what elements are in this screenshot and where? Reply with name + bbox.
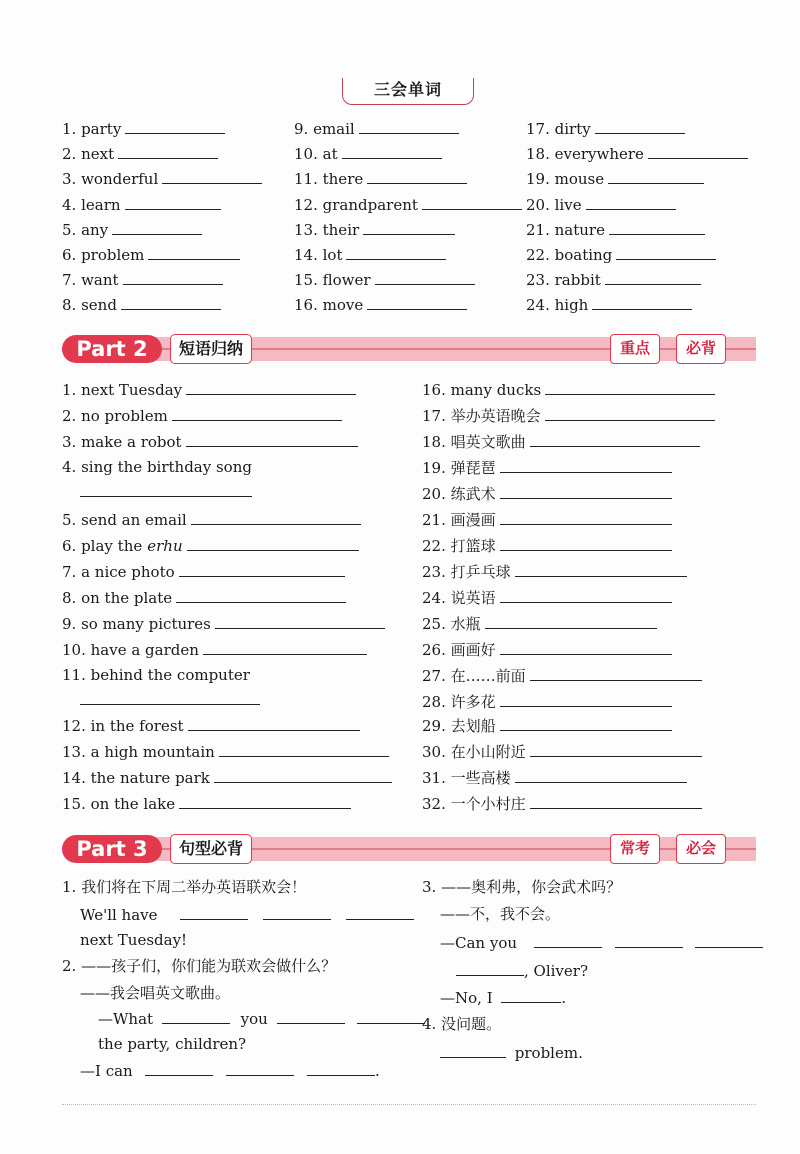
phrase-item	[422, 510, 672, 529]
phrase-item	[62, 536, 359, 555]
blank[interactable]	[545, 380, 715, 395]
vocab-word: 16. move	[294, 296, 364, 314]
phrase-item	[422, 458, 672, 477]
q3-canyou-line	[440, 933, 763, 952]
phrase-text: 17. 举办英语晚会	[422, 407, 541, 425]
blank[interactable]	[609, 220, 705, 235]
q3-can-you: —Can you	[440, 934, 518, 952]
vocab-item	[62, 245, 240, 264]
blank[interactable]	[277, 1009, 345, 1024]
phrase-text: 3. make a robot	[62, 433, 182, 451]
blank[interactable]	[80, 690, 260, 705]
phrase-text: 2. no problem	[62, 407, 168, 425]
phrase-item	[62, 458, 252, 476]
phrase-text: 4. sing the birthday song	[62, 458, 252, 476]
phrase-italic: erhu	[147, 537, 183, 555]
vocab-item	[526, 270, 701, 289]
phrase-text: 29. 去划船	[422, 717, 496, 735]
blank[interactable]	[176, 588, 346, 603]
blank[interactable]	[346, 905, 414, 920]
phrase-text: 8. on the plate	[62, 589, 173, 607]
blank[interactable]	[648, 144, 748, 159]
q2-line2: the party, children?	[98, 1035, 247, 1053]
part2-label: Part 2	[62, 335, 162, 363]
q2-ican: —I can	[80, 1062, 133, 1080]
vocab-word: 1. party	[62, 120, 122, 138]
blank[interactable]	[530, 742, 702, 757]
q4-line	[440, 1043, 583, 1062]
blank[interactable]	[342, 144, 442, 159]
vocab-item	[526, 195, 676, 214]
phrase-text: 1. next Tuesday	[62, 381, 183, 399]
tag-frequently-tested: 常考	[610, 834, 660, 864]
phrase-item	[422, 614, 657, 633]
q1-english	[80, 905, 414, 924]
blank[interactable]	[500, 458, 672, 473]
vocab-item	[294, 169, 467, 188]
blank[interactable]	[608, 169, 704, 184]
q4-chinese: 4. 没问题。	[422, 1015, 502, 1033]
vocab-item	[62, 270, 223, 289]
phrase-item	[422, 432, 700, 451]
vocab-word: 6. problem	[62, 246, 145, 264]
blank[interactable]	[545, 406, 715, 421]
phrase-item	[62, 742, 389, 761]
phrase-text: 27. 在……前面	[422, 667, 526, 685]
vocab-item	[526, 144, 748, 163]
phrase-item	[422, 562, 687, 581]
phrase-text: 20. 练武术	[422, 485, 496, 503]
q2-you: you	[240, 1010, 268, 1028]
part3-title: 句型必背	[170, 834, 252, 864]
phrase-item	[422, 536, 672, 555]
blank[interactable]	[186, 432, 358, 447]
phrase-text: 24. 说英语	[422, 589, 496, 607]
blank[interactable]	[367, 169, 467, 184]
phrase-text: 10. have a garden	[62, 641, 199, 659]
phrase-item	[62, 406, 342, 425]
q2-period: .	[375, 1062, 380, 1080]
phrase-item	[62, 380, 356, 399]
phrase-item	[422, 716, 672, 735]
phrase-text: 13. a high mountain	[62, 743, 215, 761]
q2-ican-line	[80, 1061, 380, 1080]
phrase-item	[422, 768, 687, 787]
vocab-item	[294, 270, 475, 289]
vocab-item	[294, 295, 467, 314]
vocab-word: 17. dirty	[526, 120, 591, 138]
phrase-item	[62, 666, 250, 684]
blank[interactable]	[500, 640, 672, 655]
blank[interactable]	[530, 432, 700, 447]
vocab-item	[62, 144, 218, 163]
vocab-word: 13. their	[294, 221, 360, 239]
phrase-text: 26. 画画好	[422, 641, 496, 659]
q1-english-end: next Tuesday!	[80, 931, 188, 949]
vocab-word: 10. at	[294, 145, 338, 163]
blank[interactable]	[179, 562, 345, 577]
q4-problem: problem.	[514, 1044, 583, 1062]
q3-chinese-question: 3. ——奥利弗，你会武术吗？	[422, 878, 622, 896]
q3-oliver-line	[456, 961, 588, 980]
phrase-item	[422, 640, 672, 659]
phrase-text: 16. many ducks	[422, 381, 542, 399]
part3-header	[62, 837, 756, 861]
blank[interactable]	[226, 1061, 294, 1076]
q3-period: .	[561, 989, 567, 1007]
blank[interactable]	[145, 1061, 213, 1076]
blank[interactable]	[125, 119, 225, 134]
blank[interactable]	[500, 716, 672, 731]
blank[interactable]	[123, 270, 223, 285]
phrase-item	[422, 666, 702, 685]
vocab-item	[62, 195, 221, 214]
vocab-word: 22. boating	[526, 246, 613, 264]
blank[interactable]	[118, 144, 218, 159]
blank[interactable]	[214, 768, 392, 783]
blank[interactable]	[422, 195, 522, 210]
part3-label: Part 3	[62, 835, 162, 863]
vocab-word: 12. grandparent	[294, 196, 418, 214]
blank[interactable]	[515, 768, 687, 783]
phrase-item	[422, 406, 715, 425]
vocab-word: 5. any	[62, 221, 109, 239]
phrase-text: 11. behind the computer	[62, 666, 250, 684]
blank[interactable]	[357, 1009, 425, 1024]
phrase-text: 19. 弹琵琶	[422, 459, 496, 477]
vocab-word: 20. live	[526, 196, 582, 214]
vocab-item	[526, 295, 692, 314]
vocab-item	[62, 169, 262, 188]
blank[interactable]	[179, 794, 351, 809]
phrase-text: 32. 一个小村庄	[422, 795, 526, 813]
phrase-text: 25. 水瓶	[422, 615, 481, 633]
blank[interactable]	[191, 510, 361, 525]
phrase-text: 23. 打乒乓球	[422, 563, 511, 581]
phrase-item	[422, 380, 715, 399]
phrase-item	[62, 432, 358, 451]
vocab-word: 24. high	[526, 296, 589, 314]
vocab-word: 9. email	[294, 120, 355, 138]
bottom-rule	[62, 1104, 756, 1105]
phrase-text: 18. 唱英文歌曲	[422, 433, 526, 451]
vocab-word: 23. rabbit	[526, 271, 601, 289]
phrase-text: 12. in the forest	[62, 717, 184, 735]
blank[interactable]	[500, 484, 672, 499]
vocab-item	[526, 119, 685, 138]
blank[interactable]	[180, 905, 248, 920]
q3-no-i: —No, I	[440, 989, 493, 1007]
vocab-item	[526, 245, 716, 264]
q2-chinese-answer: ——我会唱英文歌曲。	[80, 984, 231, 1002]
phrase-text: 5. send an email	[62, 511, 187, 529]
phrase-item	[62, 794, 351, 813]
q2-what: —What	[98, 1010, 154, 1028]
phrase-item	[422, 588, 672, 607]
vocab-item	[294, 220, 455, 239]
blank[interactable]	[215, 614, 385, 629]
vocab-word: 11. there	[294, 170, 364, 188]
phrase-item	[422, 742, 702, 761]
phrase-item	[422, 692, 672, 711]
blank[interactable]	[346, 245, 446, 260]
phrase-text: 6. play the	[62, 537, 143, 555]
q3-chinese-answer: ——不，我不会。	[440, 905, 561, 923]
vocab-item	[62, 295, 221, 314]
blank[interactable]	[307, 1061, 375, 1076]
blank[interactable]	[187, 536, 359, 551]
q2-what-line	[98, 1009, 425, 1028]
phrase-text: 15. on the lake	[62, 795, 176, 813]
phrase-item	[62, 614, 385, 633]
blank[interactable]	[367, 295, 467, 310]
blank[interactable]	[500, 536, 672, 551]
blank[interactable]	[530, 794, 702, 809]
part2-header	[62, 337, 756, 361]
q3-oliver: , Oliver?	[524, 962, 588, 980]
part2-title: 短语归纳	[170, 334, 252, 364]
blank[interactable]	[172, 406, 342, 421]
vocab-item	[62, 220, 202, 239]
q1-text-start: We'll have	[80, 906, 158, 924]
blank[interactable]	[534, 933, 602, 948]
phrase-item	[422, 484, 672, 503]
vocab-item	[526, 220, 705, 239]
blank[interactable]	[456, 961, 524, 976]
vocab-word: 21. nature	[526, 221, 605, 239]
blank[interactable]	[501, 988, 561, 1003]
phrase-item	[62, 510, 361, 529]
vocab-item	[294, 245, 446, 264]
blank[interactable]	[616, 245, 716, 260]
vocab-word: 15. flower	[294, 271, 371, 289]
blank[interactable]	[162, 169, 262, 184]
vocab-word: 4. learn	[62, 196, 121, 214]
blank[interactable]	[595, 119, 685, 134]
vocab-item	[62, 119, 225, 138]
vocab-word: 8. send	[62, 296, 117, 314]
section-title-vocabulary: 三会单词	[342, 78, 474, 105]
blank[interactable]	[148, 245, 240, 260]
blank[interactable]	[375, 270, 475, 285]
phrase-text: 7. a nice photo	[62, 563, 175, 581]
blank[interactable]	[121, 295, 221, 310]
phrase-item	[62, 768, 392, 787]
phrase-item	[62, 588, 346, 607]
blank[interactable]	[592, 295, 692, 310]
blank[interactable]	[695, 933, 763, 948]
tag-must-memorize: 必背	[676, 334, 726, 364]
q2-chinese-question: 2. ——孩子们，你们能为联欢会做什么？	[62, 957, 337, 975]
blank[interactable]	[530, 666, 702, 681]
tag-key-point: 重点	[610, 334, 660, 364]
blank[interactable]	[500, 588, 672, 603]
phrase-item	[62, 562, 345, 581]
blank[interactable]	[515, 562, 687, 577]
blank[interactable]	[363, 220, 455, 235]
blank[interactable]	[605, 270, 701, 285]
q1-chinese: 1. 我们将在下周二举办英语联欢会！	[62, 878, 307, 896]
blank[interactable]	[440, 1043, 506, 1058]
phrase-text: 21. 画漫画	[422, 511, 496, 529]
vocab-word: 3. wonderful	[62, 170, 159, 188]
phrase-text: 31. 一些高楼	[422, 769, 511, 787]
blank[interactable]	[203, 640, 367, 655]
phrase-item	[422, 794, 702, 813]
phrase-text: 22. 打篮球	[422, 537, 496, 555]
blank[interactable]	[586, 195, 676, 210]
blank[interactable]	[112, 220, 202, 235]
phrase-text: 28. 许多花	[422, 693, 496, 711]
vocab-word: 14. lot	[294, 246, 343, 264]
phrase-text: 14. the nature park	[62, 769, 210, 787]
vocab-item	[526, 169, 704, 188]
vocab-item	[294, 119, 459, 138]
blank[interactable]	[80, 482, 252, 497]
blank[interactable]	[162, 1009, 230, 1024]
blank[interactable]	[263, 905, 331, 920]
blank[interactable]	[125, 195, 221, 210]
phrase-text: 9. so many pictures	[62, 615, 211, 633]
phrase-item	[62, 640, 367, 659]
vocab-word: 7. want	[62, 271, 119, 289]
vocab-item	[294, 144, 442, 163]
phrase-text: 30. 在小山附近	[422, 743, 526, 761]
blank[interactable]	[188, 716, 360, 731]
blank[interactable]	[615, 933, 683, 948]
blank[interactable]	[219, 742, 389, 757]
vocab-word: 18. everywhere	[526, 145, 644, 163]
blank[interactable]	[359, 119, 459, 134]
tag-must-know: 必会	[676, 834, 726, 864]
q3-noi-line	[440, 988, 566, 1007]
blank[interactable]	[485, 614, 657, 629]
blank[interactable]	[186, 380, 356, 395]
blank[interactable]	[500, 510, 672, 525]
phrase-item	[62, 716, 360, 735]
vocab-word: 2. next	[62, 145, 115, 163]
vocab-word: 19. mouse	[526, 170, 605, 188]
blank[interactable]	[500, 692, 672, 707]
vocab-item	[294, 195, 522, 214]
